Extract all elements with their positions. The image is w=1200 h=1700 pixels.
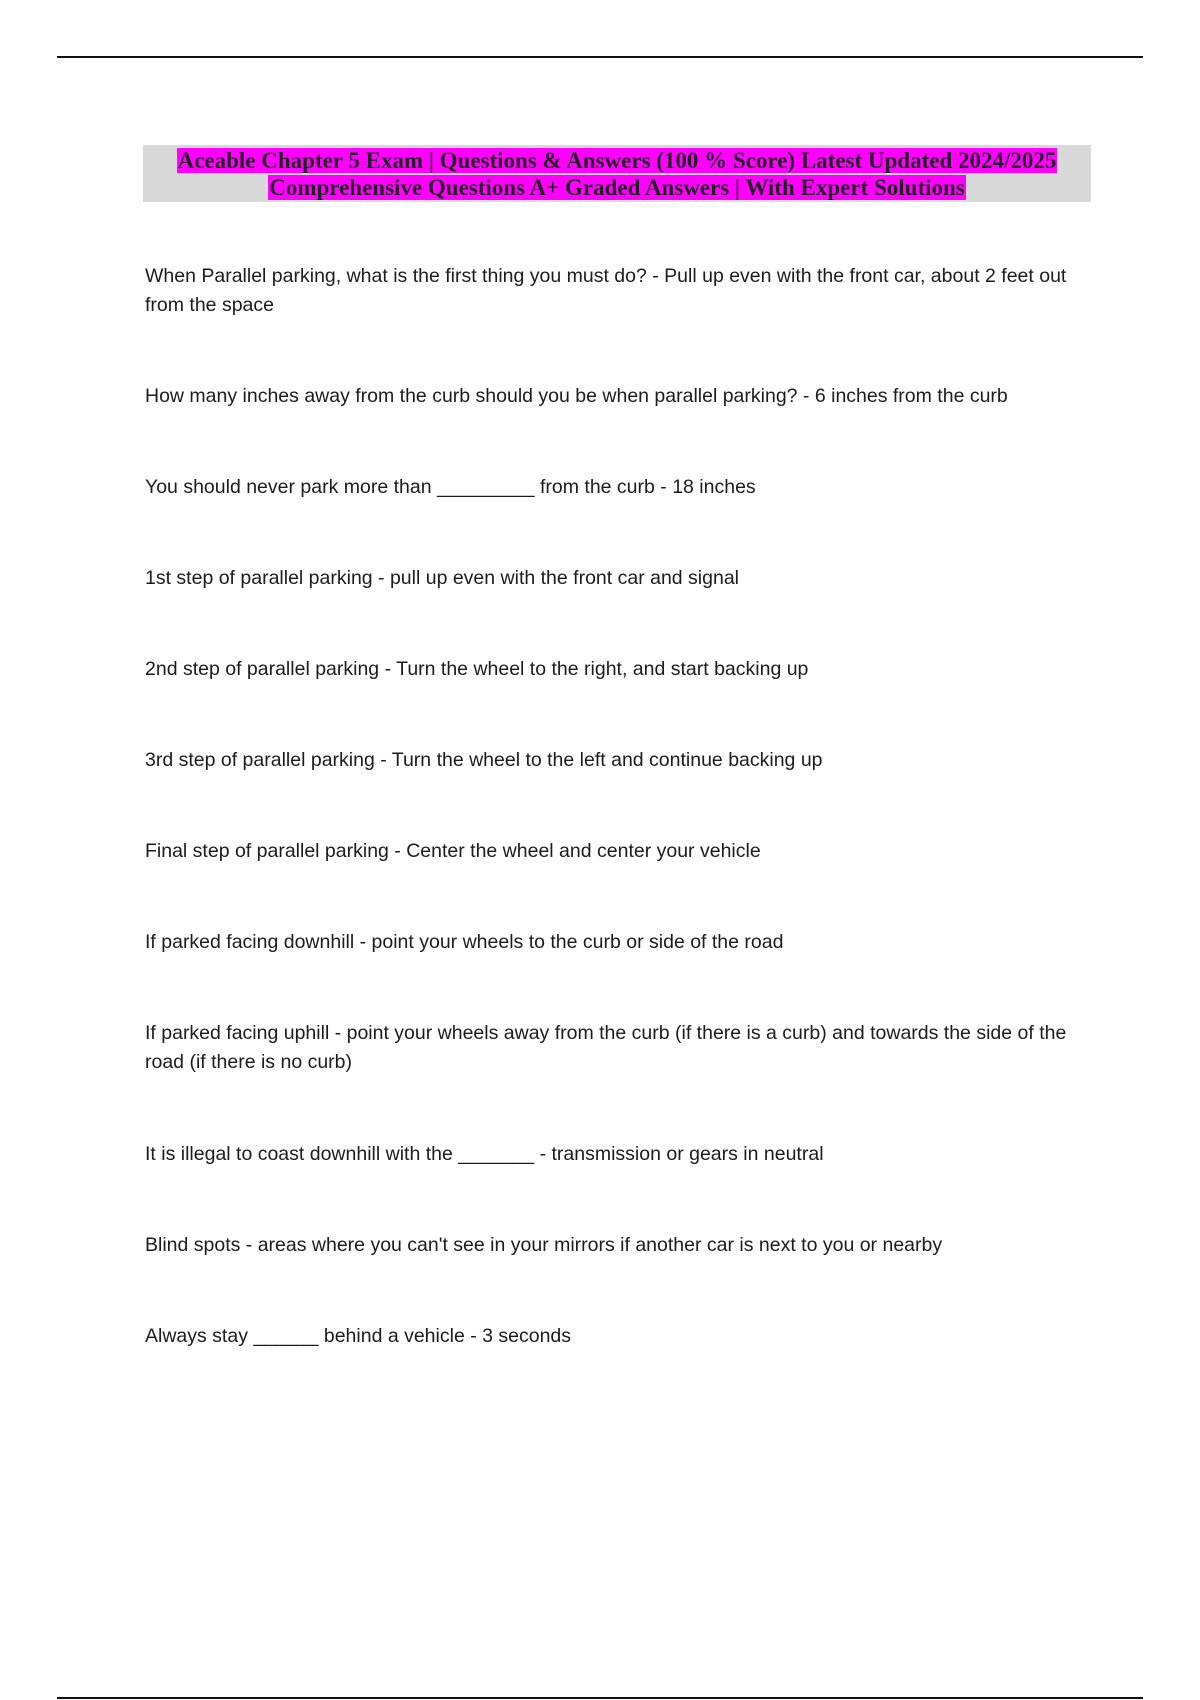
qa-item-10: It is illegal to coast downhill with the _______ - transmission or gears in neutral — [145, 1143, 824, 1165]
qa-item-7: Final step of parallel parking - Center the wheel and center your vehicle — [145, 840, 761, 862]
top-rule — [57, 56, 1143, 58]
document-title — [143, 145, 1091, 202]
qa-item-8: If parked facing downhill - point your wheels to the curb or side of the road — [145, 931, 784, 953]
title-line-2 — [143, 174, 1091, 201]
qa-item-9: If parked facing uphill - point your wheels away from the curb (if there is a curb) and towards the side of the road (if there is no curb) — [145, 1022, 1067, 1073]
title-line-1 — [143, 147, 1091, 174]
qa-item-11: Blind spots - areas where you can't see in your mirrors if another car is next to you or nearby — [145, 1234, 943, 1256]
qa-item-6: 3rd step of parallel parking - Turn the wheel to the left and continue backing up — [145, 749, 823, 771]
qa-item-4: 1st step of parallel parking - pull up even with the front car and signal — [145, 567, 740, 589]
qa-item-2: How many inches away from the curb should you be when parallel parking? - 6 inches from the curb — [145, 385, 1008, 407]
bottom-rule — [57, 1697, 1143, 1699]
qa-item-12: Always stay ______ behind a vehicle - 3 seconds — [145, 1325, 572, 1347]
qa-item-1: When Parallel parking, what is the first thing you must do? - Pull up even with the front car, about 2 feet out from the space — [145, 265, 1067, 316]
qa-item-3: You should never park more than _________ from the curb - 18 inches — [145, 476, 756, 498]
title-line-2-text: Comprehensive Questions A+ Graded Answers | With Expert Solutions — [269, 175, 965, 200]
title-line-1-text: Aceable Chapter 5 Exam | Questions & Answers (100 % Score) Latest Updated 2024/2025 — [177, 148, 1057, 173]
qa-item-5: 2nd step of parallel parking - Turn the wheel to the right, and start backing up — [145, 658, 809, 680]
